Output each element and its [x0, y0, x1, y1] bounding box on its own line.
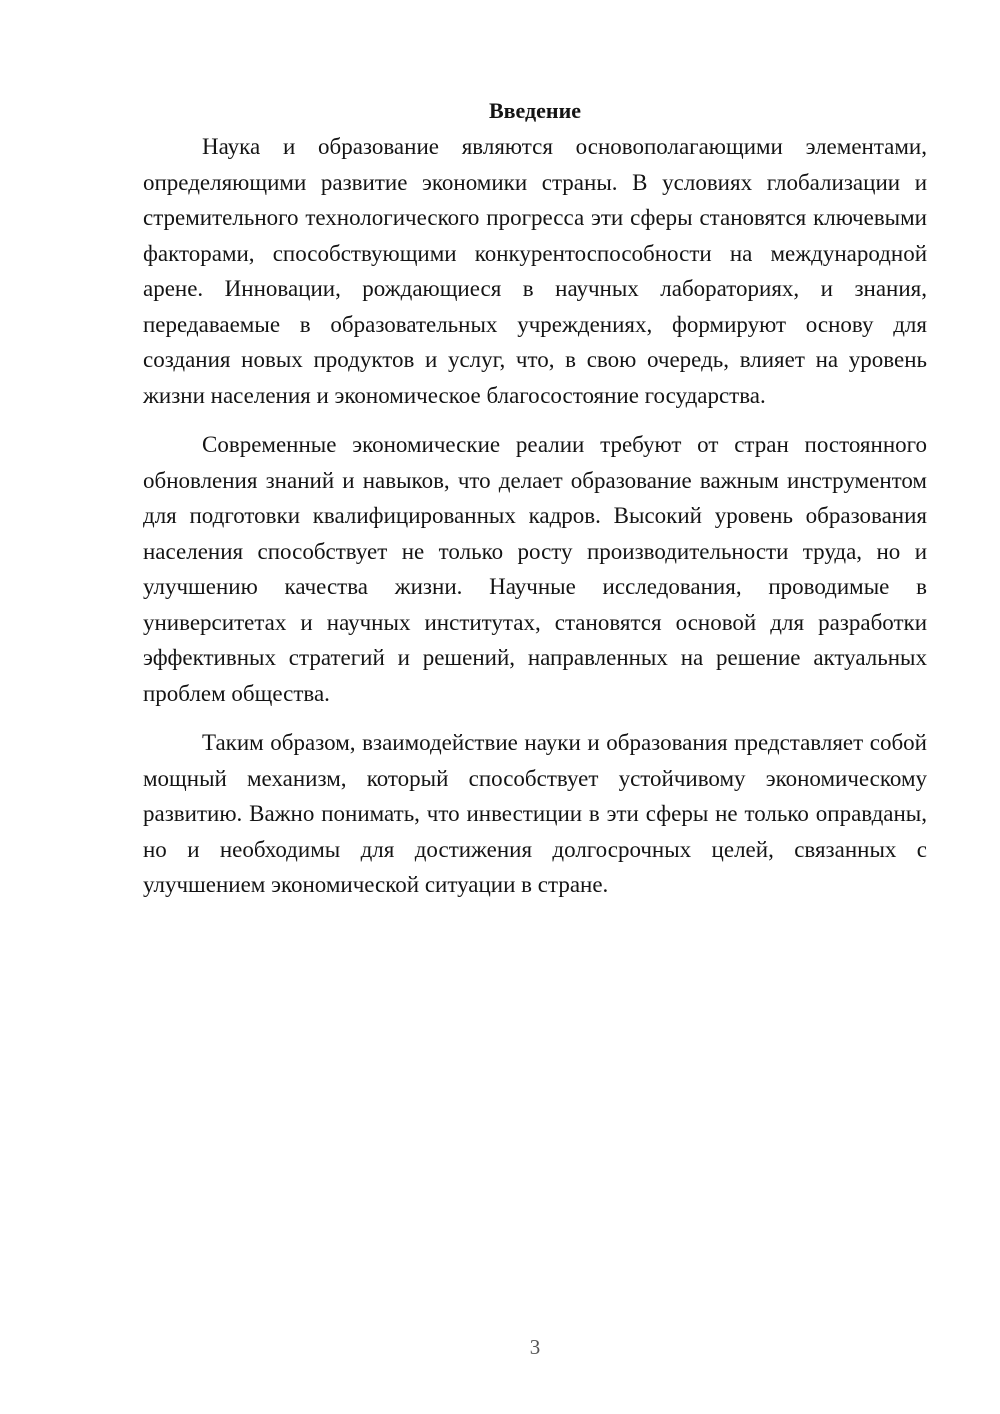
paragraph-3: Таким образом, взаимодействие науки и образования представляет собой мощный механизм, который способствует устойчивому экономическому развитию. Важно понимать, что инвестиции в эти сферы не только оправданы, но и необходимы для достижения долгосрочных целей, связанных с улучшением экономической ситуации в стране.: [143, 730, 927, 897]
paragraph-1: Наука и образование являются основополагающими элементами, определяющими развитие экономики страны. В условиях глобализации и стремительного технологического прогресса эти сферы становятся ключевыми факторами, способствующими конкурентоспособности на международной арене. Инновации, рождающиеся в научных лабораториях, и знания, передаваемые в образовательных учреждениях, формируют основу для создания новых продуктов и услуг, что, в свою очередь, влияет на уровень жизни населения и экономическое благосостояние государства.: [143, 134, 927, 408]
paragraph-2: Современные экономические реалии требуют от стран постоянного обновления знаний и навыков, что делает образование важным инструментом для подготовки квалифицированных кадров. Высокий уровень образования населения способствует не только росту производительности труда, но и улучшению качества жизни. Научные исследования, проводимые в университетах и научных институтах, становятся основой для разработки эффективных стратегий и решений, направленных на решение актуальных проблем общества.: [143, 432, 927, 706]
page-number: 3: [529, 1335, 541, 1359]
section-heading: Введение: [488, 98, 582, 123]
page-content: [143, 95, 927, 903]
